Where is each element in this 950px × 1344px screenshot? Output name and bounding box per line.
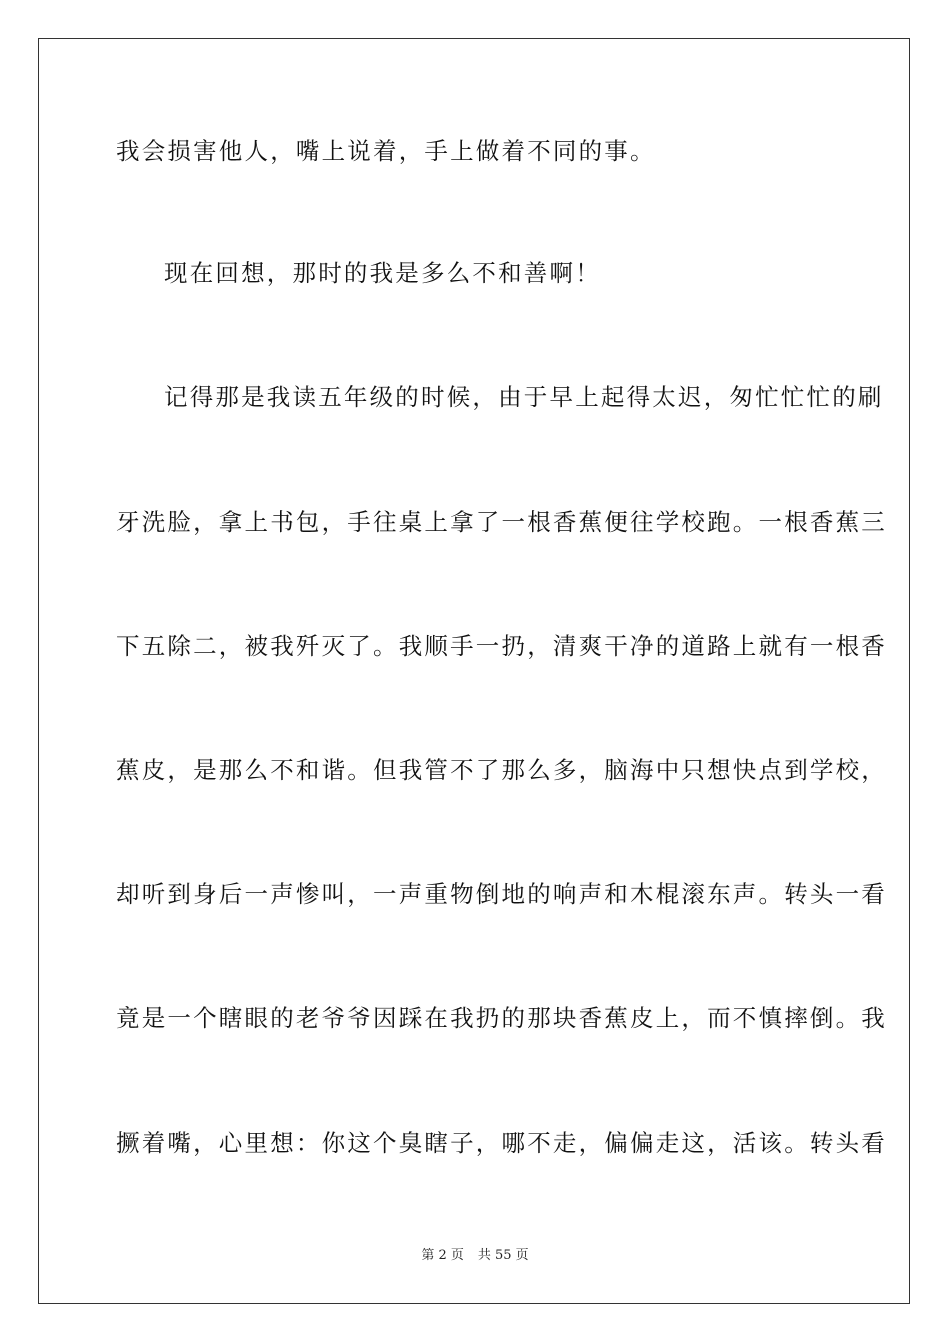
page-border — [38, 38, 910, 1304]
page-total: 共 55 页 — [477, 1248, 529, 1263]
page-footer — [0, 1247, 950, 1265]
text-line-2: 现在回想，那时的我是多么不和善啊！ — [164, 259, 601, 287]
text-line-3: 记得那是我读五年级的时候，由于早上起得太迟，匆忙忙忙的刷 — [164, 383, 884, 411]
page-number: 第 2 页 — [421, 1248, 464, 1263]
text-line-9: 撅着嘴，心里想：你这个臭瞎子，哪不走，偏偏走这，活该。转头看 — [116, 1129, 887, 1157]
text-line-8: 竟是一个瞎眼的老爷爷因踩在我扔的那块香蕉皮上，而不慎摔倒。我 — [116, 1004, 887, 1032]
text-line-1: 我会损害他人，嘴上说着，手上做着不同的事。 — [116, 137, 656, 165]
text-line-4: 牙洗脸，拿上书包，手往桌上拿了一根香蕉便往学校跑。一根香蕉三 — [116, 508, 887, 536]
text-line-6: 蕉皮，是那么不和谐。但我管不了那么多，脑海中只想快点到学校， — [116, 756, 887, 784]
text-line-7: 却听到身后一声惨叫，一声重物倒地的响声和木棍滚东声。转头一看 — [116, 880, 887, 908]
text-line-5: 下五除二，被我歼灭了。我顺手一扔，清爽干净的道路上就有一根香 — [116, 632, 887, 660]
